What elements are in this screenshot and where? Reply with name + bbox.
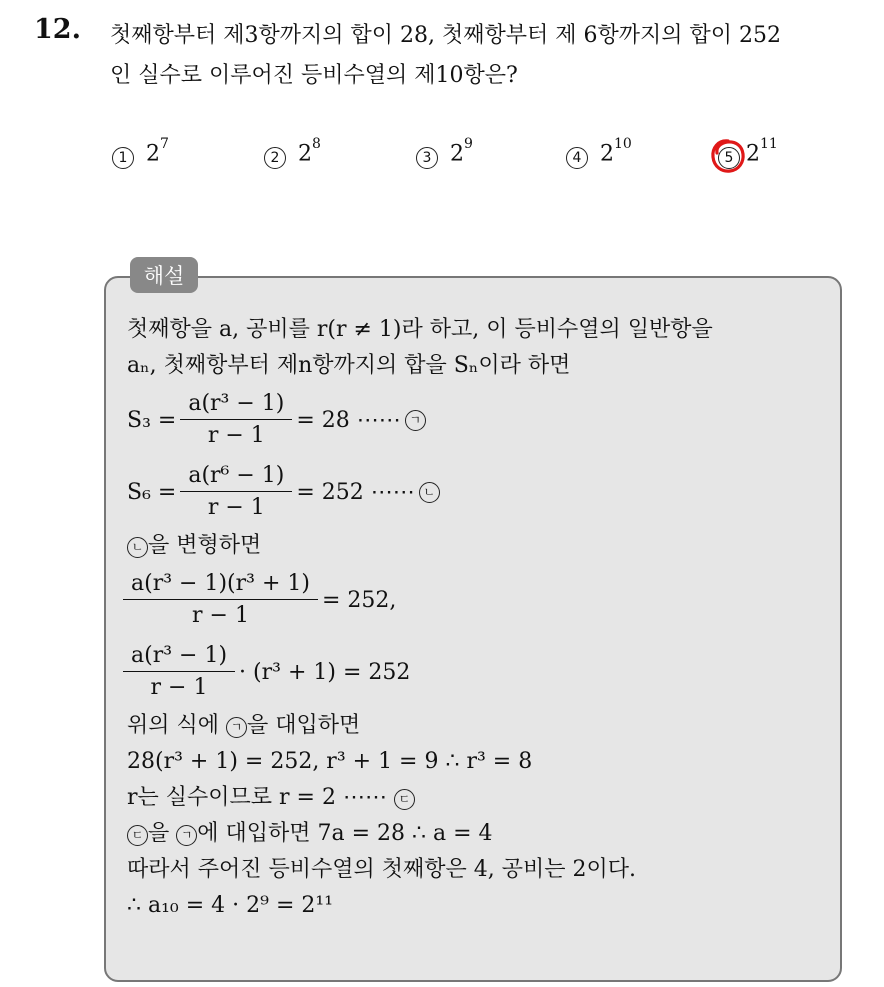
solution-line: ㄴ 을 변형하면: [127, 528, 827, 564]
fraction-numerator: a(r³ − 1): [131, 642, 228, 668]
equation-transform: [127, 564, 827, 636]
eq-rhs: = 252 ⋯⋯: [296, 479, 415, 505]
choice-4[interactable]: [566, 136, 632, 169]
eq-rhs: = 252,: [321, 587, 397, 613]
choice-value: $2^9$: [450, 136, 473, 167]
solution-body: [127, 312, 827, 924]
fraction: [127, 569, 314, 632]
fraction-denominator: r − 1: [123, 671, 235, 704]
circled-mark: ㄱ: [176, 825, 197, 846]
fraction: [184, 389, 288, 452]
equation-factored: [127, 636, 827, 708]
solution-line: aₙ, 첫째항부터 제n항까지의 합을 Sₙ이라 하면: [127, 353, 571, 378]
fraction-numerator: a(r³ − 1): [188, 390, 285, 416]
equation-s3: [127, 384, 827, 456]
fraction: [184, 461, 288, 524]
fraction-denominator: r − 1: [180, 419, 292, 452]
fraction: [127, 641, 231, 704]
fraction-numerator: a(r³ − 1)(r³ + 1): [131, 570, 310, 596]
choice-3[interactable]: [416, 136, 473, 169]
choice-marker: 1: [112, 147, 134, 169]
question-line-1: 첫째항부터 제3항까지의 합이 28, 첫째항부터 제 6항까지의 합이 252: [110, 23, 781, 48]
choice-value: $2^8$: [298, 136, 321, 167]
solution-conclusion: ∴ a₁₀ = 4 · 2⁹ = 2¹¹: [127, 893, 334, 918]
circled-mark: ㄱ: [226, 717, 247, 738]
fraction-denominator: r − 1: [180, 491, 292, 524]
choice-5[interactable]: [718, 136, 778, 169]
solution-line: 28(r³ + 1) = 252, r³ + 1 = 9 ∴ r³ = 8: [127, 749, 533, 774]
question-text: [110, 16, 870, 96]
choice-value: $2^7$: [146, 136, 169, 167]
solution-line: r는 실수이므로 r = 2 ⋯⋯ ㄷ: [127, 780, 827, 816]
choice-2[interactable]: [264, 136, 321, 169]
solution-line: 첫째항을 a, 공비를 r(r ≠ 1)라 하고, 이 등비수열의 일반항을: [127, 317, 713, 342]
eq-rhs: = 28 ⋯⋯: [296, 407, 401, 433]
choice-marker: 4: [566, 147, 588, 169]
solution-line: ㄷ 을 ㄱ 에 대입하면 7a = 28 ∴ a = 4: [127, 816, 827, 852]
choice-marker: 2: [264, 147, 286, 169]
eq-lhs: S₆ =: [127, 479, 177, 505]
equation-s6: [127, 456, 827, 528]
solution-label: 해설: [130, 257, 198, 293]
circled-mark: ㄱ: [405, 410, 426, 431]
choice-marker: 5: [718, 147, 740, 169]
choice-1[interactable]: [112, 136, 169, 169]
fraction-denominator: r − 1: [123, 599, 318, 632]
solution-line: 위의 식에 ㄱ 을 대입하면: [127, 713, 361, 738]
choice-value: $2^{11}$: [746, 136, 778, 167]
circled-mark: ㄷ: [394, 789, 415, 810]
circled-mark: ㄷ: [127, 825, 148, 846]
question-number: 12.: [34, 14, 81, 45]
circled-mark: ㄴ: [127, 537, 148, 558]
solution-line: 따라서 주어진 등비수열의 첫째항은 4, 공비는 2이다.: [127, 857, 636, 882]
circled-mark: ㄴ: [419, 482, 440, 503]
eq-lhs: S₃ =: [127, 407, 177, 433]
choice-value: $2^{10}$: [600, 136, 632, 167]
choice-marker: 3: [416, 147, 438, 169]
fraction-numerator: a(r⁶ − 1): [188, 462, 285, 488]
eq-rhs: · (r³ + 1) = 252: [239, 659, 411, 685]
question-line-2: 인 실수로 이루어진 등비수열의 제10항은?: [110, 63, 518, 88]
answer-choices: [0, 136, 884, 180]
